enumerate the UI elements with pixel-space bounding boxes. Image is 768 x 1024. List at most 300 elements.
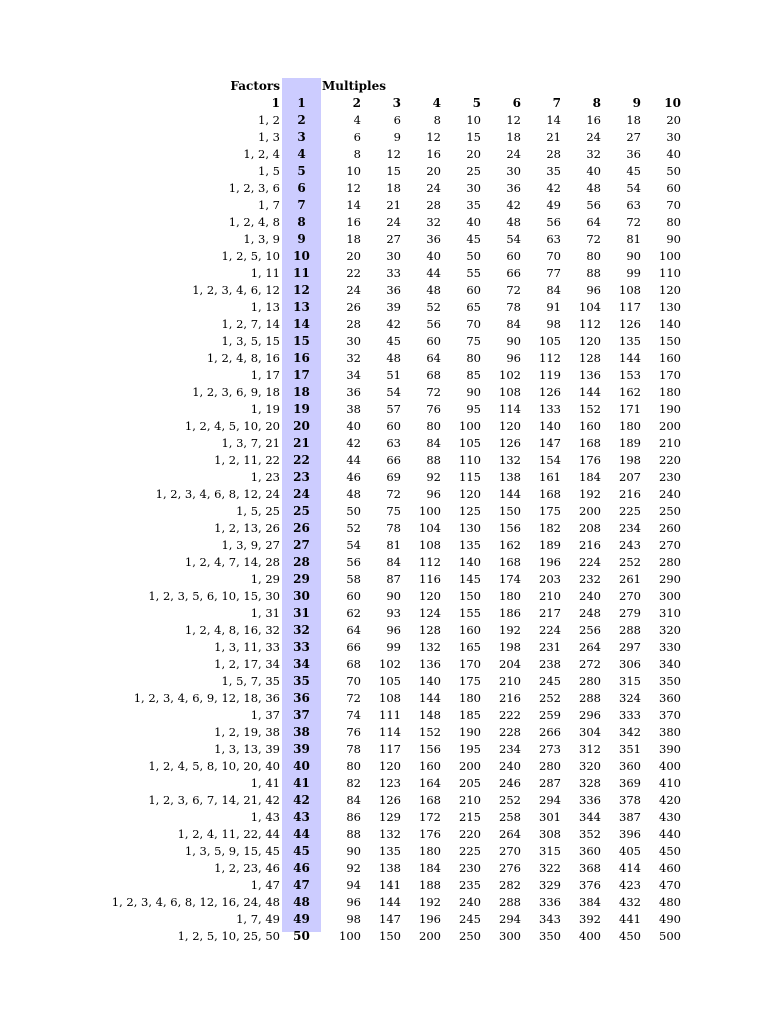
multiple-cell: 230: [659, 470, 681, 484]
multiple-cell: 320: [659, 623, 681, 637]
multiple-cell: 116: [419, 572, 441, 586]
multiple-cell: 216: [619, 487, 641, 501]
multiple-cell: 64: [426, 351, 441, 365]
multiple-cell: 88: [346, 827, 361, 841]
multiple-cell: 210: [539, 589, 561, 603]
multiple-cell: 36: [386, 283, 401, 297]
number-cell: 6: [297, 181, 306, 195]
multiple-cell: 301: [539, 810, 561, 824]
multiple-cell: 49: [546, 198, 561, 212]
multiple-cell: 30: [386, 249, 401, 263]
multiple-cell: 92: [426, 470, 441, 484]
multiple-cell: 136: [419, 657, 441, 671]
multiple-cell: 100: [419, 504, 441, 518]
multiple-cell: 248: [579, 606, 601, 620]
multiple-cell: 175: [539, 504, 561, 518]
multiple-cell: 135: [379, 844, 401, 858]
number-cell: 9: [297, 232, 306, 246]
multiple-cell: 296: [579, 708, 601, 722]
multiple-cell: 270: [499, 844, 521, 858]
multiple-cell: 260: [659, 521, 681, 535]
multiple-cell: 95: [466, 402, 481, 416]
multiple-cell: 36: [426, 232, 441, 246]
multiple-cell: 192: [419, 895, 441, 909]
multiple-cell: 350: [539, 929, 561, 943]
multiple-cell: 36: [626, 147, 641, 161]
multiple-cell: 80: [346, 759, 361, 773]
factors-cell: 1, 29: [250, 572, 280, 586]
multiple-cell: 198: [499, 640, 521, 654]
multiple-cell: 168: [419, 793, 441, 807]
number-cell: 45: [293, 844, 310, 858]
multiple-cell: 66: [346, 640, 361, 654]
number-cell: 22: [293, 453, 310, 467]
multiple-cell: 100: [659, 249, 681, 263]
number-cell: 50: [293, 929, 310, 943]
multiple-cell: 280: [659, 555, 681, 569]
factors-cell: 1, 2, 13, 26: [214, 521, 280, 535]
multiple-cell: 410: [659, 776, 681, 790]
multiple-cell: 440: [659, 827, 681, 841]
factors-cell: 1, 23: [250, 470, 280, 484]
multiple-cell: 141: [379, 878, 401, 892]
multiple-cell: 27: [626, 130, 641, 144]
number-cell: 15: [293, 334, 310, 348]
multiple-cell: 20: [666, 113, 681, 127]
number-cell: 31: [293, 606, 310, 620]
factors-cell: 1, 2, 11, 22: [214, 453, 280, 467]
multiple-cell: 432: [619, 895, 641, 909]
multiple-cell: 62: [346, 606, 361, 620]
table-row: [100, 231, 683, 248]
multiple-cell: 64: [586, 215, 601, 229]
multiple-cell: 135: [619, 334, 641, 348]
multiple-cell: 60: [346, 589, 361, 603]
number-cell: 49: [293, 912, 310, 926]
multiple-cell: 368: [579, 861, 601, 875]
multiple-cell: 88: [586, 266, 601, 280]
table-row: [100, 248, 683, 265]
multiple-cell: 70: [666, 198, 681, 212]
multiple-cell: 390: [659, 742, 681, 756]
multiple-cell: 225: [619, 504, 641, 518]
multiple-cell: 180: [659, 385, 681, 399]
multiple-cell: 196: [419, 912, 441, 926]
multiple-cell: 272: [579, 657, 601, 671]
multiple-cell: 168: [539, 487, 561, 501]
multiple-cell: 42: [506, 198, 521, 212]
factors-cell: 1, 13: [250, 300, 280, 314]
multiple-cell: 80: [426, 419, 441, 433]
multiple-cell: 64: [346, 623, 361, 637]
number-cell: 42: [293, 793, 310, 807]
multiple-cell: 40: [426, 249, 441, 263]
multiple-cell: 270: [619, 589, 641, 603]
multiple-cell: 33: [386, 266, 401, 280]
multiple-cell: 90: [626, 249, 641, 263]
multiple-cell: 208: [579, 521, 601, 535]
factors-multiples-table: [100, 78, 683, 945]
multiple-cell: 128: [579, 351, 601, 365]
multiple-cell: 50: [466, 249, 481, 263]
multiple-cell: 120: [459, 487, 481, 501]
multiple-cell: 168: [579, 436, 601, 450]
factors-cell: 1, 5, 25: [236, 504, 280, 518]
number-cell: 32: [293, 623, 310, 637]
table-row: [100, 163, 683, 180]
table-row: [100, 877, 683, 894]
multiple-cell: 360: [579, 844, 601, 858]
multiple-cell: 76: [426, 402, 441, 416]
multiple-cell: 120: [419, 589, 441, 603]
multiple-cell: 130: [659, 300, 681, 314]
multiple-cell: 234: [619, 521, 641, 535]
multiple-cell: 160: [579, 419, 601, 433]
multiple-cell: 112: [419, 555, 441, 569]
multiple-cell: 210: [659, 436, 681, 450]
factors-cell: 1, 2, 4, 5, 10, 20: [184, 419, 280, 433]
table-row: [100, 741, 683, 758]
multiple-cell: 175: [459, 674, 481, 688]
multiple-cell: 300: [499, 929, 521, 943]
multiple-cell: 54: [626, 181, 641, 195]
multiple-cell: 18: [346, 232, 361, 246]
multiple-cell: 156: [499, 521, 521, 535]
multiple-cell: 203: [539, 572, 561, 586]
multiple-cell: 48: [426, 283, 441, 297]
multiple-cell: 102: [379, 657, 401, 671]
multiple-cell: 376: [579, 878, 601, 892]
multiple-cell: 78: [386, 521, 401, 535]
factors-cell: 1, 43: [250, 810, 280, 824]
factors-cell: 1, 2, 5, 10: [221, 249, 280, 263]
table-row: [100, 503, 683, 520]
factors-cell: 1, 2: [258, 113, 280, 127]
number-cell: 29: [293, 572, 310, 586]
table-row: [100, 605, 683, 622]
multiple-cell: 342: [619, 725, 641, 739]
table-row: [100, 792, 683, 809]
factors-cell: 1, 2, 4, 5, 8, 10, 20, 40: [148, 759, 280, 773]
multiple-cell: 392: [579, 912, 601, 926]
multiple-cell: 480: [659, 895, 681, 909]
multiple-cell: 360: [659, 691, 681, 705]
multiple-cell: 306: [619, 657, 641, 671]
column-number-cell: 6: [512, 96, 521, 110]
multiple-cell: 144: [619, 351, 641, 365]
factors-cell: 1, 31: [250, 606, 280, 620]
multiple-cell: 8: [353, 147, 361, 161]
number-cell: 18: [293, 385, 310, 399]
multiple-cell: 264: [499, 827, 521, 841]
number-cell: 11: [293, 266, 310, 280]
multiple-cell: 18: [386, 181, 401, 195]
number-cell: 27: [293, 538, 310, 552]
table-row: [100, 146, 683, 163]
multiple-cell: 70: [346, 674, 361, 688]
multiple-cell: 190: [659, 402, 681, 416]
multiple-cell: 16: [426, 147, 441, 161]
factors-header: Factors: [230, 79, 280, 93]
multiple-cell: 72: [426, 385, 441, 399]
multiple-cell: 78: [506, 300, 521, 314]
multiple-cell: 294: [499, 912, 521, 926]
multiple-cell: 12: [386, 147, 401, 161]
multiple-cell: 8: [433, 113, 441, 127]
multiple-cell: 171: [619, 402, 641, 416]
multiple-cell: 30: [346, 334, 361, 348]
table-row: [100, 775, 683, 792]
multiple-cell: 15: [386, 164, 401, 178]
multiple-cell: 63: [626, 198, 641, 212]
multiple-cell: 162: [619, 385, 641, 399]
multiple-cell: 86: [346, 810, 361, 824]
multiple-cell: 25: [466, 164, 481, 178]
multiple-cell: 336: [539, 895, 561, 909]
table-row: [100, 469, 683, 486]
multiple-cell: 99: [626, 266, 641, 280]
multiple-cell: 45: [626, 164, 641, 178]
multiple-cell: 27: [386, 232, 401, 246]
multiple-cell: 190: [459, 725, 481, 739]
multiple-cell: 360: [619, 759, 641, 773]
multiple-cell: 200: [659, 419, 681, 433]
multiple-cell: 34: [346, 368, 361, 382]
number-cell: 21: [293, 436, 310, 450]
multiple-cell: 132: [379, 827, 401, 841]
factors-cell: 1, 17: [250, 368, 280, 382]
multiple-cell: 288: [579, 691, 601, 705]
multiple-cell: 51: [386, 368, 401, 382]
number-cell: 17: [293, 368, 310, 382]
multiple-cell: 98: [546, 317, 561, 331]
multiple-cell: 264: [579, 640, 601, 654]
multiple-cell: 57: [386, 402, 401, 416]
multiple-cell: 20: [426, 164, 441, 178]
table-row: [100, 435, 683, 452]
multiple-cell: 500: [659, 929, 681, 943]
multiple-cell: 423: [619, 878, 641, 892]
multiple-cell: 110: [459, 453, 481, 467]
multiple-cell: 12: [426, 130, 441, 144]
multiple-cell: 329: [539, 878, 561, 892]
multiple-cell: 78: [346, 742, 361, 756]
number-cell: 20: [293, 419, 310, 433]
multiple-cell: 414: [619, 861, 641, 875]
multiple-cell: 288: [499, 895, 521, 909]
multiple-cell: 50: [666, 164, 681, 178]
number-cell: 1: [297, 96, 306, 110]
multiple-cell: 110: [659, 266, 681, 280]
multiple-cell: 18: [506, 130, 521, 144]
multiple-cell: 24: [346, 283, 361, 297]
multiple-cell: 30: [666, 130, 681, 144]
table-row: [100, 333, 683, 350]
number-cell: 3: [297, 130, 306, 144]
column-number-cell: 4: [432, 96, 441, 110]
multiple-cell: 36: [506, 181, 521, 195]
number-header-empty: [282, 78, 321, 95]
multiple-cell: 162: [499, 538, 521, 552]
multiple-cell: 245: [459, 912, 481, 926]
multiple-cell: 90: [346, 844, 361, 858]
multiple-cell: 304: [579, 725, 601, 739]
multiple-cell: 405: [619, 844, 641, 858]
multiple-cell: 352: [579, 827, 601, 841]
multiple-cell: 232: [579, 572, 601, 586]
table-row: [100, 639, 683, 656]
multiple-cell: 117: [619, 300, 641, 314]
multiple-cell: 160: [459, 623, 481, 637]
multiple-cell: 460: [659, 861, 681, 875]
multiple-cell: 120: [579, 334, 601, 348]
multiple-cell: 230: [459, 861, 481, 875]
multiple-cell: 16: [346, 215, 361, 229]
multiple-cell: 400: [579, 929, 601, 943]
multiple-cell: 56: [546, 215, 561, 229]
multiple-cell: 24: [506, 147, 521, 161]
multiple-cell: 18: [626, 113, 641, 127]
multiple-cell: 207: [619, 470, 641, 484]
number-cell: 34: [293, 657, 310, 671]
table-row: [100, 197, 683, 214]
number-cell: 46: [293, 861, 310, 875]
multiple-cell: 378: [619, 793, 641, 807]
multiple-cell: 99: [386, 640, 401, 654]
multiple-cell: 168: [499, 555, 521, 569]
table-row: [100, 588, 683, 605]
multiple-cell: 125: [459, 504, 481, 518]
multiple-cell: 35: [466, 198, 481, 212]
multiple-cell: 40: [586, 164, 601, 178]
table-row: [100, 656, 683, 673]
multiple-cell: 52: [346, 521, 361, 535]
table-row: [100, 894, 683, 911]
table-row: [100, 758, 683, 775]
factors-cell: 1, 3, 9: [243, 232, 280, 246]
multiple-cell: 56: [586, 198, 601, 212]
table-row: [100, 707, 683, 724]
header-row: [100, 78, 683, 95]
multiple-cell: 184: [419, 861, 441, 875]
number-cell: 37: [293, 708, 310, 722]
multiple-cell: 252: [499, 793, 521, 807]
multiple-cell: 324: [619, 691, 641, 705]
multiple-cell: 245: [539, 674, 561, 688]
multiple-cell: 174: [499, 572, 521, 586]
multiple-cell: 6: [353, 130, 361, 144]
multiple-cell: 56: [426, 317, 441, 331]
multiple-cell: 72: [586, 232, 601, 246]
multiple-cell: 68: [346, 657, 361, 671]
multiple-cell: 72: [506, 283, 521, 297]
factors-cell: 1: [271, 96, 280, 110]
number-cell: 47: [293, 878, 310, 892]
multiple-cell: 380: [659, 725, 681, 739]
factors-cell: 1, 41: [250, 776, 280, 790]
multiple-cell: 280: [539, 759, 561, 773]
multiple-cell: 60: [666, 181, 681, 195]
multiple-cell: 220: [659, 453, 681, 467]
multiple-cell: 180: [459, 691, 481, 705]
multiple-cell: 200: [459, 759, 481, 773]
multiple-cell: 38: [346, 402, 361, 416]
table-row: [100, 911, 683, 928]
multiple-cell: 160: [659, 351, 681, 365]
number-cell: 43: [293, 810, 310, 824]
multiple-cell: 240: [459, 895, 481, 909]
multiple-cell: 80: [586, 249, 601, 263]
multiple-cell: 42: [546, 181, 561, 195]
multiple-cell: 104: [419, 521, 441, 535]
multiple-cell: 96: [346, 895, 361, 909]
multiple-cell: 117: [379, 742, 401, 756]
multiple-cell: 12: [506, 113, 521, 127]
multiple-cell: 24: [586, 130, 601, 144]
multiple-cell: 126: [499, 436, 521, 450]
multiple-cell: 12: [346, 181, 361, 195]
multiple-cell: 87: [386, 572, 401, 586]
multiple-cell: 315: [619, 674, 641, 688]
multiple-cell: 220: [459, 827, 481, 841]
number-cell: 48: [293, 895, 310, 909]
multiple-cell: 315: [539, 844, 561, 858]
multiple-cell: 40: [666, 147, 681, 161]
factors-cell: 1, 2, 17, 34: [214, 657, 280, 671]
multiple-cell: 258: [499, 810, 521, 824]
multiple-cell: 126: [619, 317, 641, 331]
multiple-cell: 441: [619, 912, 641, 926]
multiple-cell: 120: [659, 283, 681, 297]
multiple-cell: 222: [499, 708, 521, 722]
table-row: [100, 673, 683, 690]
table-row: [100, 214, 683, 231]
multiple-cell: 96: [506, 351, 521, 365]
number-cell: 23: [293, 470, 310, 484]
multiple-cell: 176: [579, 453, 601, 467]
multiple-cell: 387: [619, 810, 641, 824]
multiple-cell: 96: [426, 487, 441, 501]
multiple-cell: 15: [466, 130, 481, 144]
multiple-cell: 124: [419, 606, 441, 620]
multiple-cell: 96: [386, 623, 401, 637]
number-cell: 33: [293, 640, 310, 654]
multiple-cell: 200: [579, 504, 601, 518]
multiple-cell: 340: [659, 657, 681, 671]
multiple-cell: 54: [506, 232, 521, 246]
multiple-cell: 84: [546, 283, 561, 297]
number-cell: 19: [293, 402, 310, 416]
multiple-cell: 217: [539, 606, 561, 620]
multiple-cell: 30: [466, 181, 481, 195]
multiple-cell: 20: [466, 147, 481, 161]
multiple-cell: 138: [499, 470, 521, 484]
number-cell: 25: [293, 504, 310, 518]
multiple-cell: 240: [499, 759, 521, 773]
multiple-cell: 240: [579, 589, 601, 603]
multiple-cell: 344: [579, 810, 601, 824]
multiple-cell: 114: [499, 402, 521, 416]
multiple-cell: 77: [546, 266, 561, 280]
factors-cell: 1, 2, 7, 14: [221, 317, 280, 331]
factors-cell: 1, 2, 3, 4, 6, 8, 12, 24: [155, 487, 280, 501]
multiple-cell: 32: [426, 215, 441, 229]
multiple-cell: 140: [539, 419, 561, 433]
multiple-cell: 14: [346, 198, 361, 212]
multiple-cell: 91: [546, 300, 561, 314]
multiple-cell: 196: [539, 555, 561, 569]
number-cell: 12: [293, 283, 310, 297]
